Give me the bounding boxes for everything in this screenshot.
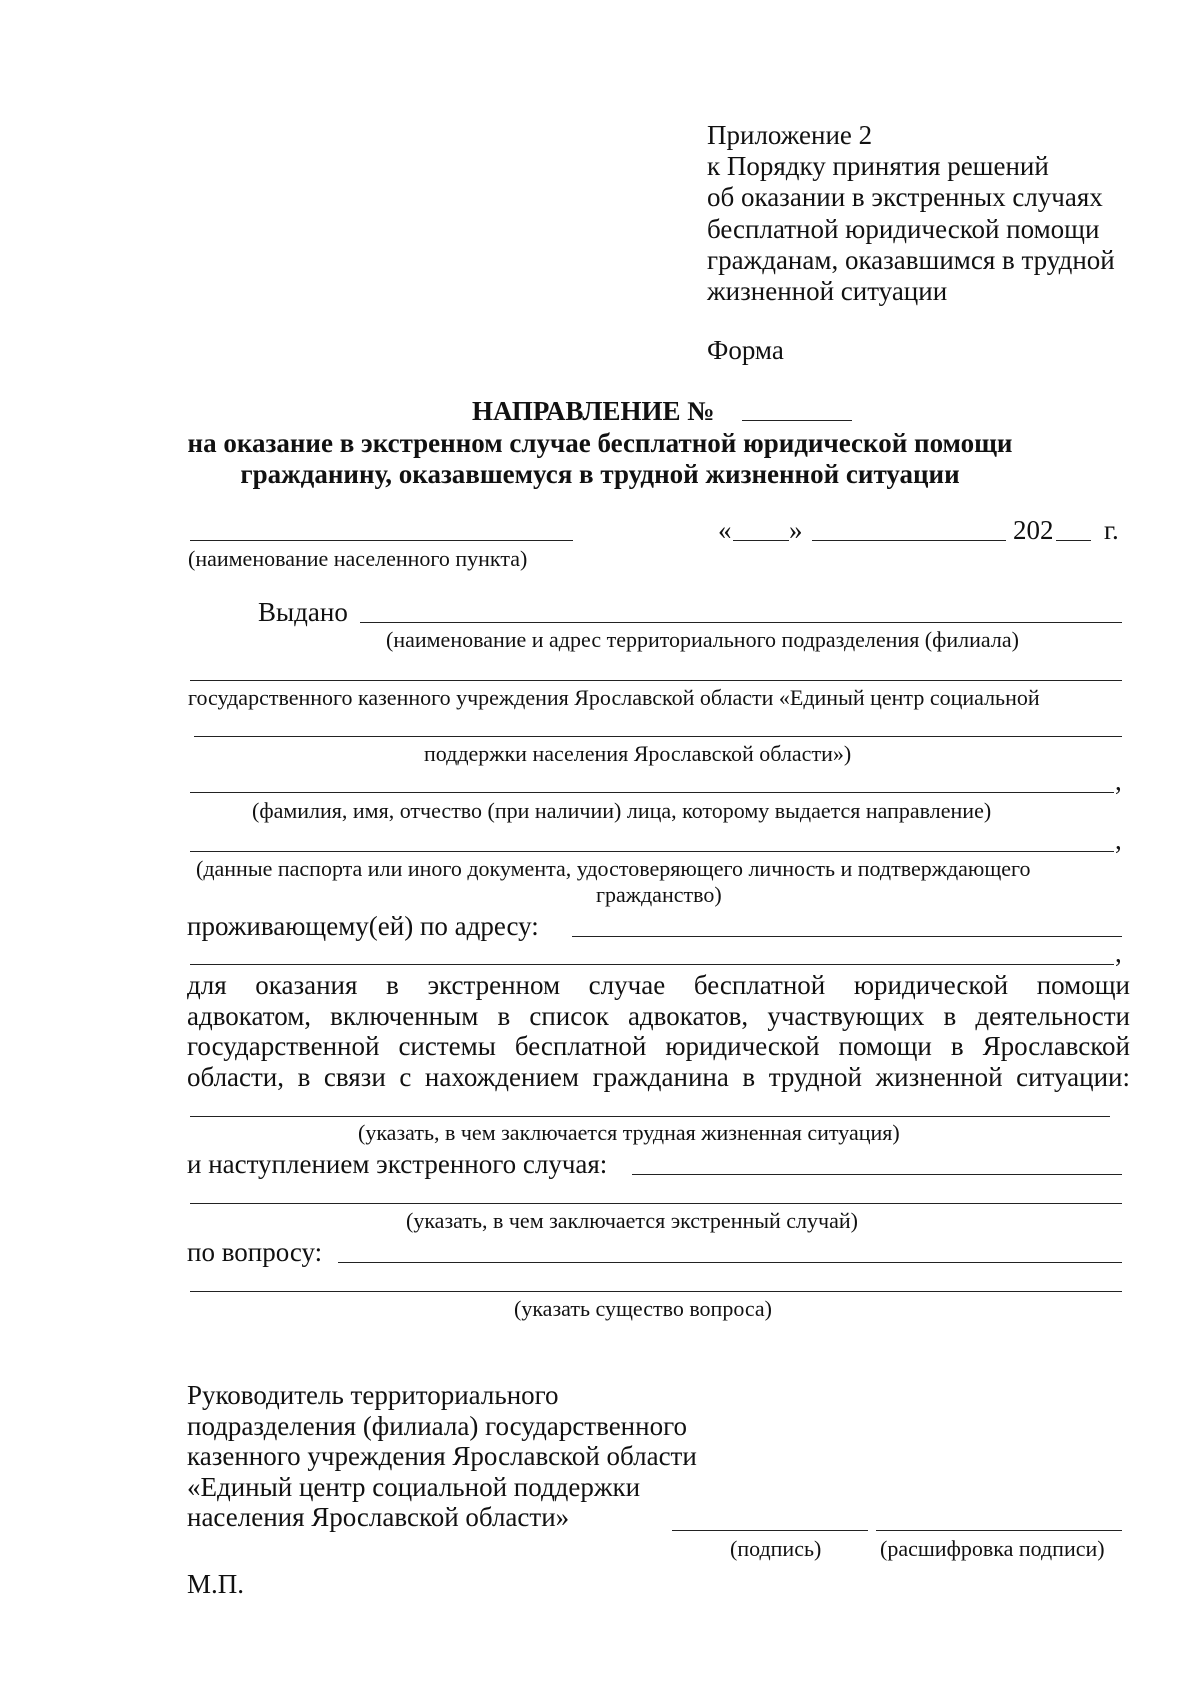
appendix-line: бесплатной юридической помощи [707, 213, 1100, 244]
passport-caption-2: гражданство) [596, 882, 722, 907]
address-field-2[interactable] [190, 964, 1114, 965]
comma: , [1115, 938, 1122, 968]
date-year-suffix: г. [1104, 515, 1119, 545]
question-field-1[interactable] [338, 1262, 1122, 1263]
issued-to-caption: (наименование и адрес территориального подразделения (филиала) [386, 627, 1019, 652]
comma: , [1115, 825, 1122, 855]
signer-line: казенного учреждения Ярославской области [187, 1441, 697, 1472]
signer-line: «Единый центр социальной поддержки [187, 1471, 641, 1502]
issued-to-field[interactable] [360, 622, 1122, 623]
body-paragraph [187, 970, 1130, 1092]
date-month-field[interactable] [812, 540, 1006, 541]
paragraph-line: для оказания в экстренном случае бесплатной юридической помощи [187, 970, 1130, 1000]
question-caption: (указать существо вопроса) [514, 1296, 773, 1321]
appendix-block [707, 120, 1115, 307]
emergency-field-1[interactable] [632, 1174, 1122, 1175]
date-day-field[interactable] [733, 540, 789, 541]
passport-caption-1: (данные паспорта или иного документа, удостоверяющего личность и подтверждающего [196, 856, 1031, 881]
paragraph-line: адвокатом, включенным в список адвокатов, участвующих в деятельности [187, 1000, 1130, 1031]
signer-block [187, 1380, 697, 1533]
question-label: по вопросу: [187, 1237, 323, 1267]
title-line-2: на оказание в экстренном случае бесплатной юридической помощи [187, 428, 1013, 458]
org-caption-1: государственного казенного учреждения Ярославской области «Единый центр социальной [188, 685, 1040, 710]
emergency-field-2[interactable] [190, 1203, 1122, 1204]
address-field-1[interactable] [572, 936, 1122, 937]
org-field-1[interactable] [190, 680, 1122, 681]
org-field-2[interactable] [194, 736, 1122, 737]
org-caption-2: поддержки населения Ярославской области») [424, 741, 852, 766]
signature-field[interactable] [672, 1530, 868, 1531]
residing-label: проживающему(ей) по адресу: [187, 911, 539, 941]
paragraph-line: области, в связи с нахождением гражданина в трудной жизненной ситуации: [187, 1061, 1130, 1092]
number-field[interactable] [742, 420, 852, 421]
signer-line: подразделения (филиала) государственного [187, 1410, 687, 1441]
date-year-field[interactable] [1056, 540, 1091, 541]
appendix-line: жизненной ситуации [707, 276, 948, 307]
emergency-caption: (указать, в чем заключается экстренный случай) [406, 1208, 858, 1233]
situation-caption: (указать, в чем заключается трудная жизненная ситуация) [358, 1120, 900, 1145]
form-label: Форма [707, 335, 784, 365]
signer-line: населения Ярославской области» [187, 1502, 570, 1533]
appendix-line: об оказании в экстренных случаях [707, 182, 1103, 213]
appendix-line: Приложение 2 [707, 120, 873, 150]
date-open-quote: « [718, 515, 732, 545]
issued-label: Выдано [258, 597, 348, 627]
seal-label: М.П. [187, 1569, 245, 1599]
emergency-label: и наступлением экстренного случая: [187, 1149, 608, 1179]
signature-decode-caption: (расшифровка подписи) [880, 1536, 1105, 1561]
passport-field[interactable] [190, 851, 1114, 852]
person-caption: (фамилия, имя, отчество (при наличии) лица, которому выдается направление) [252, 798, 992, 823]
signer-line: Руководитель территориального [187, 1380, 559, 1410]
settlement-field[interactable] [190, 540, 573, 541]
question-field-2[interactable] [190, 1291, 1122, 1292]
signature-caption: (подпись) [730, 1536, 822, 1561]
comma: , [1115, 766, 1122, 796]
date-close-quote: » [789, 515, 803, 545]
person-field[interactable] [190, 792, 1114, 793]
settlement-caption: (наименование населенного пункта) [188, 546, 528, 571]
appendix-line: гражданам, оказавшимся в трудной [707, 244, 1115, 275]
appendix-line: к Порядку принятия решений [707, 151, 1049, 182]
date-year-prefix: 202 [1013, 515, 1054, 545]
paragraph-line: государственной системы бесплатной юридической помощи в Ярославской [187, 1031, 1130, 1062]
document-title: НАПРАВЛЕНИЕ № [472, 396, 715, 426]
situation-field[interactable] [190, 1116, 1110, 1117]
signature-decode-field[interactable] [876, 1530, 1122, 1531]
title-line-3: гражданину, оказавшемуся в трудной жизненной ситуации [240, 459, 960, 489]
